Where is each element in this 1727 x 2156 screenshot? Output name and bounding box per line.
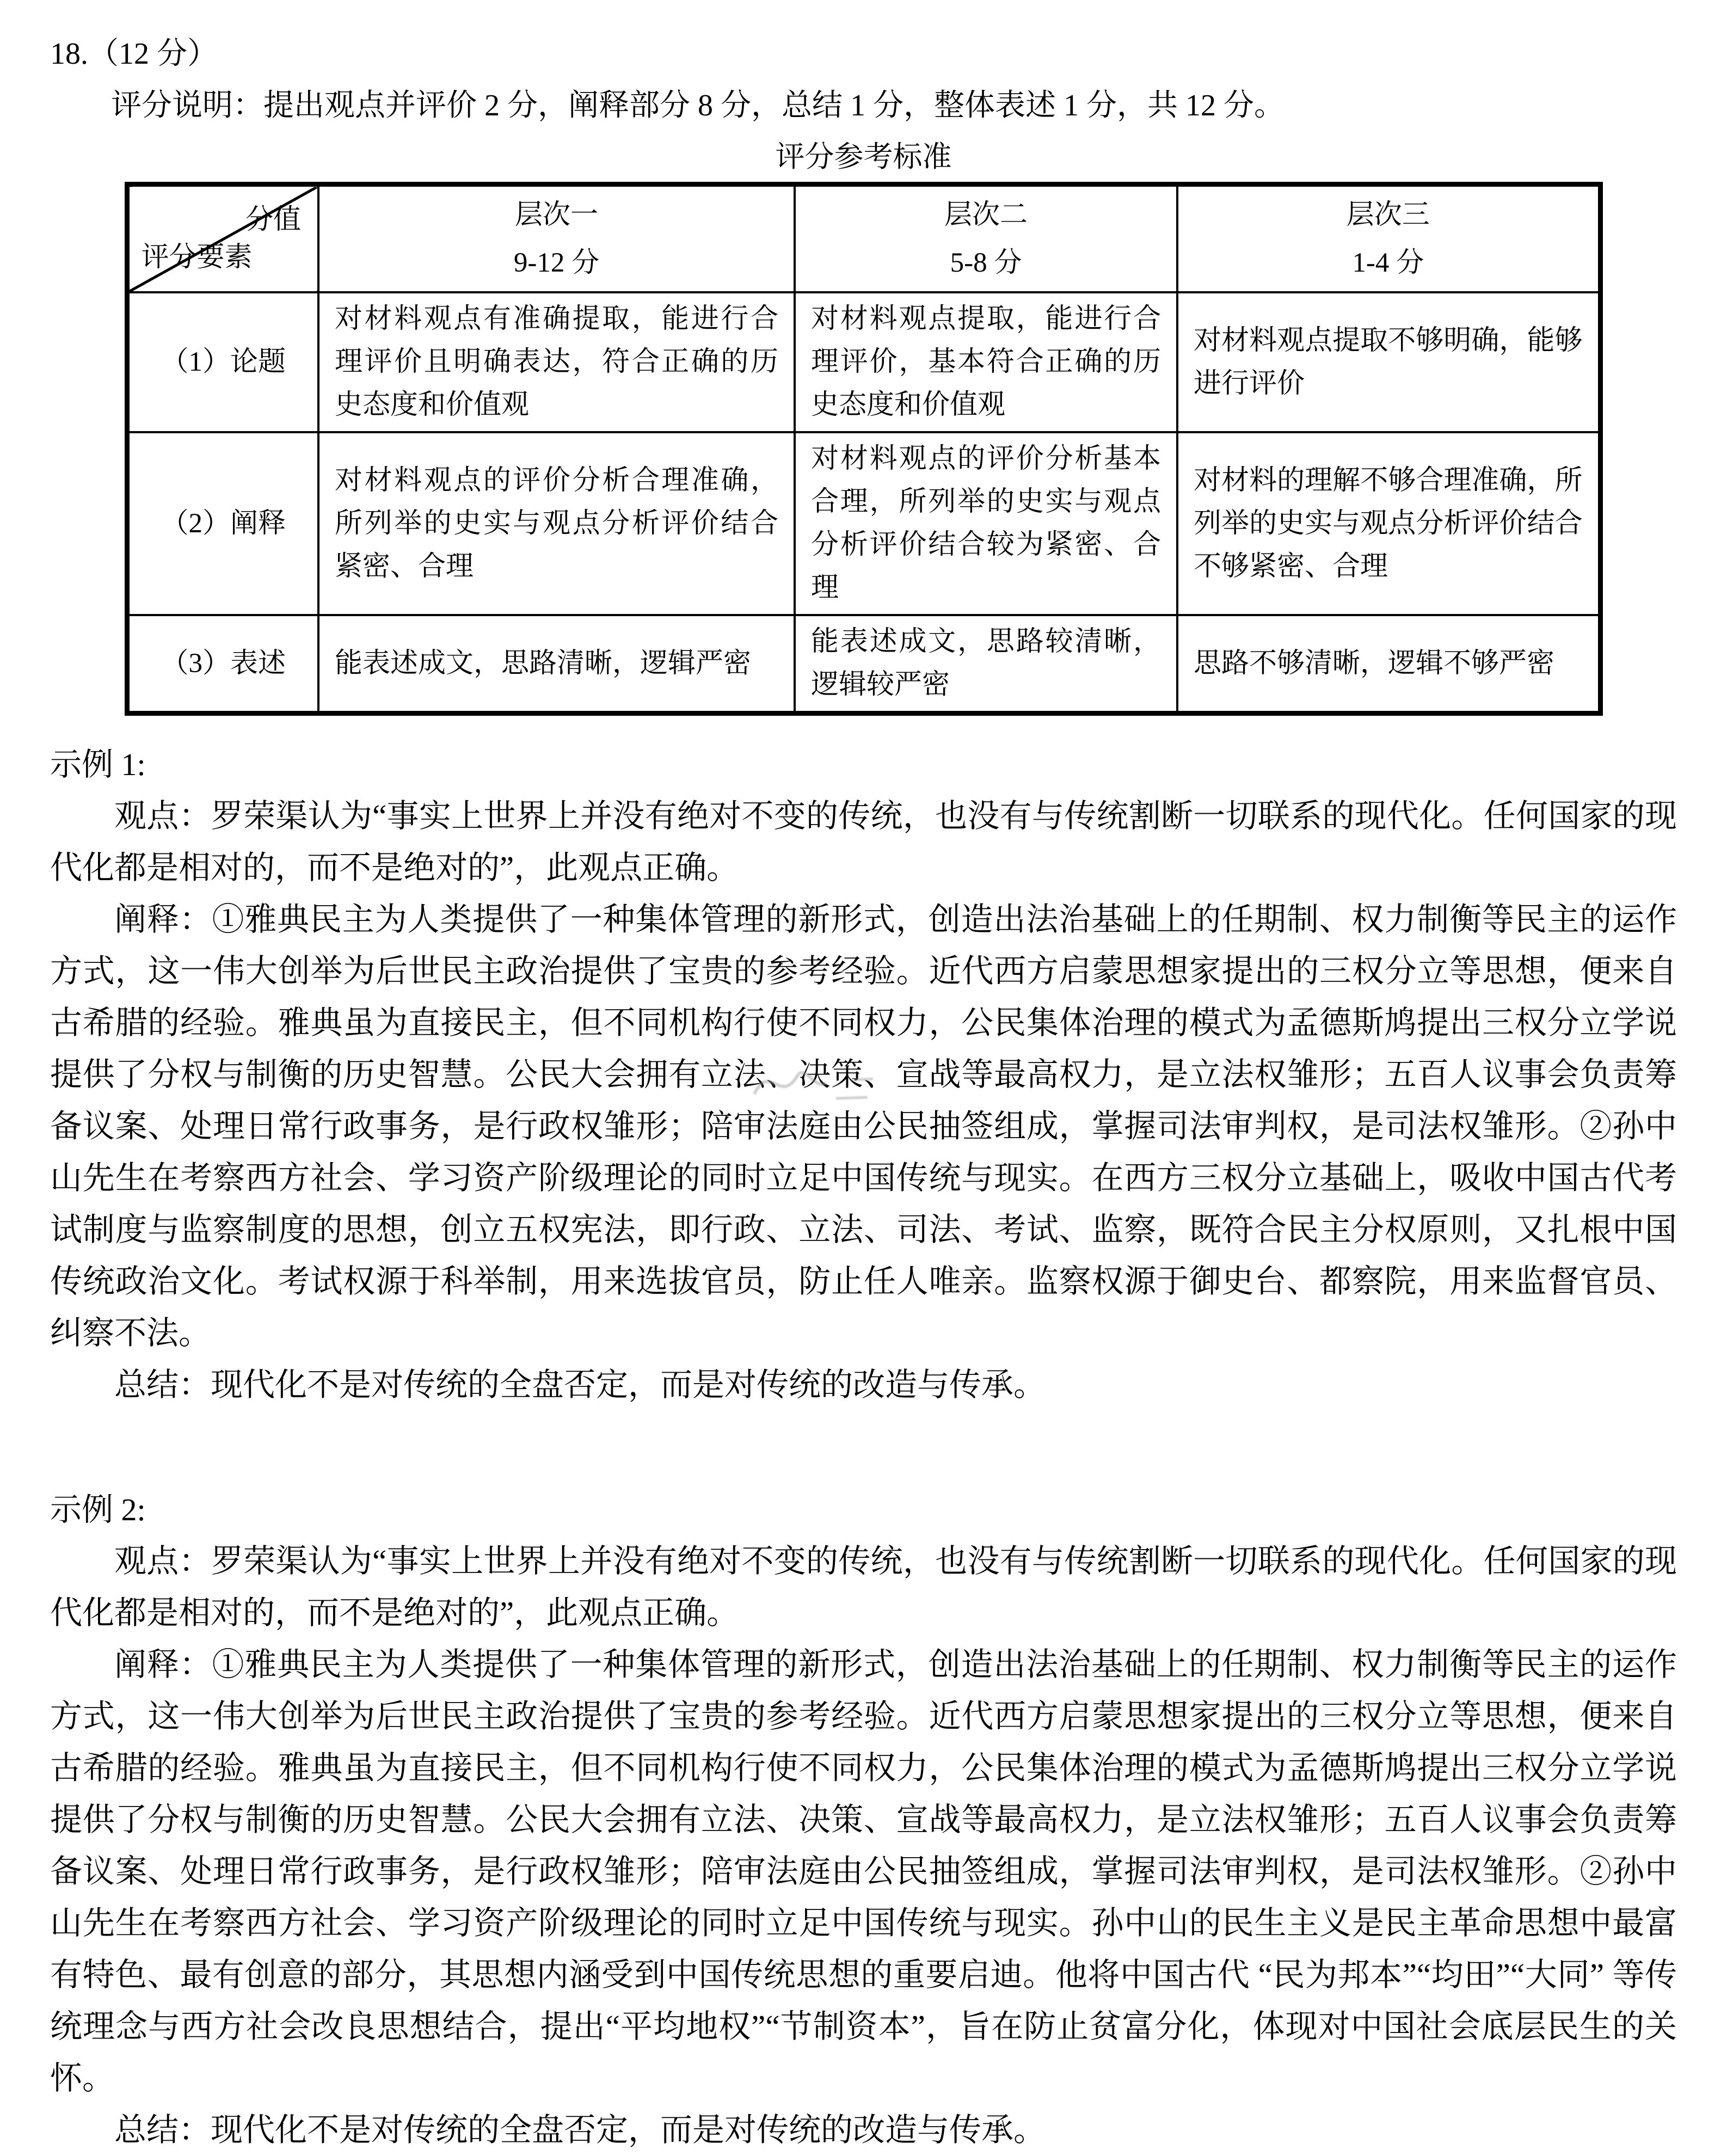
example-1-summary: 总结：现代化不是对传统的全盘否定，而是对传统的改造与传承。	[114, 1367, 1046, 1403]
criteria-explanation-level3: 对材料的理解不够合理准确，所列举的史实与观点分析评价结合不够紧密、合理	[1177, 432, 1600, 615]
example-1-heading: 示例 1:	[50, 747, 146, 782]
row-label-explanation: （2）阐释	[127, 432, 318, 615]
table-row-topic	[127, 292, 1600, 432]
criteria-explanation-level2: 对材料观点的评价分析基本合理，所列举的史实与观点分析评价结合较为紧密、合理	[795, 432, 1177, 615]
example-2-section	[50, 1484, 1677, 2156]
column-header-level1: 层次一 9-12 分	[318, 185, 795, 293]
criteria-explanation-level1: 对材料观点的评价分析合理准确，所列举的史实与观点分析评价结合紧密、合理	[318, 432, 795, 615]
table-row-explanation	[127, 432, 1600, 615]
example-2-explanation: 阐释：①雅典民主为人类提供了一种集体管理的新形式，创造出法治基础上的任期制、权力制衡等民主的运作方式，这一伟大创举为后世民主政治提供了宝贵的参考经验。近代西方启蒙思想家提出的三权分立等思想，便来自古希腊的经验。雅典虽为直接民主，但不同机构行使不同权力，公民集体治理的模式为孟德斯鸠提出三权分立学说提供了分权与制衡的历史智慧。公民大会拥有立法、决策、宣战等最高权力，是立法权雏形；五百人议事会负责筹备议案、处理日常行政事务，是行政权雏形；陪审法庭由公民抽签组成，掌握司法审判权，是司法权雏形。②孙中山先生在考察西方社会、学习资产阶级理论的同时立足中国传统与现实。孙中山的民生主义是民主革命思想中最富有特色、最有创意的部分，其思想内涵受到中国传统思想的重要启迪。他将中国古代 “民为邦本”“均田”“大同” 等传统理念与西方社会改良思想结合，提出“平均地权”“节制资本”，旨在防止贫富分化，体现对中国社会底层民生的关怀。	[50, 1647, 1677, 2096]
criteria-topic-level2: 对材料观点提取，能进行合理评价，基本符合正确的历史态度和价值观	[795, 292, 1177, 432]
rubric-table-title: 评分参考标准	[775, 140, 952, 173]
criteria-topic-level1: 对材料观点有准确提取，能进行合理评价且明确表达，符合正确的历史态度和价值观	[318, 292, 795, 432]
column-header-level2: 层次二 5-8 分	[795, 185, 1177, 293]
example-1-section	[50, 739, 1677, 1411]
table-row-expression	[127, 615, 1600, 714]
rubric-table	[125, 182, 1603, 716]
criteria-topic-level3: 对材料观点提取不够明确，能够进行评价	[1177, 292, 1600, 432]
example-1-explanation: 阐释：①雅典民主为人类提供了一种集体管理的新形式，创造出法治基础上的任期制、权力制衡等民主的运作方式，这一伟大创举为后世民主政治提供了宝贵的参考经验。近代西方启蒙思想家提出的三权分立等思想，便来自古希腊的经验。雅典虽为直接民主，但不同机构行使不同权力，公民集体治理的模式为孟德斯鸠提出三权分立学说提供了分权与制衡的历史智慧。公民大会拥有立法、决策、宣战等最高权力，是立法权雏形；五百人议事会负责筹备议案、处理日常行政事务，是行政权雏形；陪审法庭由公民抽签组成，掌握司法审判权，是司法权雏形。②孙中山先生在考察西方社会、学习资产阶级理论的同时立足中国传统与现实。在西方三权分立基础上，吸收中国古代考试制度与监察制度的思想，创立五权宪法，即行政、立法、司法、考试、监察，既符合民主分权原则，又扎根中国传统政治文化。考试权源于科举制，用来选拔官员，防止任人唯亲。监察权源于御史台、都察院，用来监督官员、纠察不法。	[50, 901, 1677, 1351]
row-label-topic: （1）论题	[127, 292, 318, 432]
row-label-expression: （3）表述	[127, 615, 318, 714]
corner-cell-diagonal	[127, 185, 318, 293]
example-2-summary: 总结：现代化不是对传统的全盘否定，而是对传统的改造与传承。	[114, 2112, 1046, 2148]
question-number: 18.（12 分）	[50, 37, 218, 71]
criteria-expression-level2: 能表述成文，思路较清晰，逻辑较严密	[795, 615, 1177, 714]
rubric-header-row	[127, 185, 1600, 293]
corner-label-score: 分值	[245, 205, 301, 235]
corner-label-criteria: 评分要素	[141, 242, 253, 273]
column-header-level3: 层次三 1-4 分	[1177, 185, 1600, 293]
example-2-viewpoint: 观点：罗荣渠认为“事实上世界上并没有绝对不变的传统，也没有与传统割断一切联系的现代化。任何国家的现代化都是相对的，而不是绝对的”，此观点正确。	[50, 1543, 1677, 1631]
example-1-viewpoint: 观点：罗荣渠认为“事实上世界上并没有绝对不变的传统，也没有与传统割断一切联系的现代化。任何国家的现代化都是相对的，而不是绝对的”，此观点正确。	[50, 798, 1677, 886]
example-2-heading: 示例 2:	[50, 1492, 146, 1527]
criteria-expression-level3: 思路不够清晰，逻辑不够严密	[1177, 615, 1600, 714]
criteria-expression-level1: 能表述成文，思路清晰，逻辑严密	[318, 615, 795, 714]
scoring-note: 评分说明：提出观点并评价 2 分，阐释部分 8 分，总结 1 分，整体表述 1 分，共 12 分。	[111, 89, 1285, 122]
